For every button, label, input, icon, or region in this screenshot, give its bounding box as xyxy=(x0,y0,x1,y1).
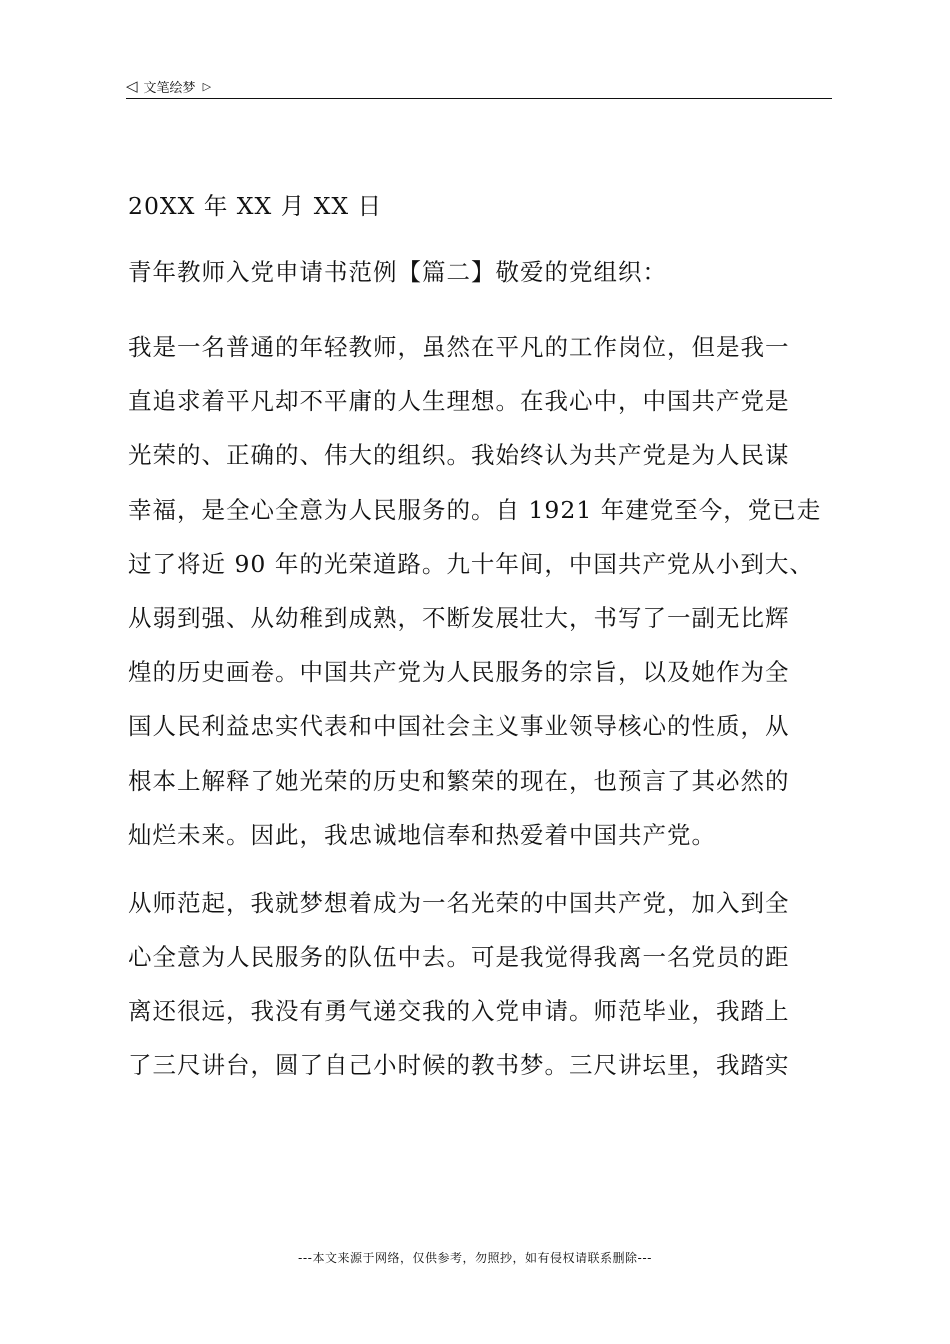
right-triangle-icon: ▷ xyxy=(202,79,212,93)
paragraph-1 xyxy=(128,320,828,862)
paragraph-line: 从师范起，我就梦想着成为一名光荣的中国共产党，加入到全 xyxy=(128,888,790,917)
paragraph-line: 心全意为人民服务的队伍中去。可是我觉得我离一名党员的距 xyxy=(128,943,790,972)
paragraph-line: 灿烂未来。因此，我忠诚地信奉和热爱着中国共产党。 xyxy=(128,820,716,849)
paragraph-line: 了三尺讲台，圆了自己小时候的教书梦。三尺讲坛里，我踏实 xyxy=(128,1051,790,1080)
footer-disclaimer: ---本文来源于网络，仅供参考，勿照抄，如有侵权请联系删除--- xyxy=(298,1251,652,1265)
document-body xyxy=(128,186,828,1107)
paragraph-line: 光荣的、正确的、伟大的组织。我始终认为共产党是为人民谋 xyxy=(128,441,790,470)
paragraph-line: 国人民利益忠实代表和中国社会主义事业领导核心的性质，从 xyxy=(128,712,790,741)
paragraph-line: 离还很远，我没有勇气递交我的入党申请。师范毕业，我踏上 xyxy=(128,997,790,1026)
paragraph-line: 我是一名普通的年轻教师，虽然在平凡的工作岗位，但是我一 xyxy=(128,333,790,361)
paragraph-line: 直追求着平凡却不平庸的人生理想。在我心中，中国共产党是 xyxy=(128,387,790,416)
paragraph-line: 煌的历史画卷。中国共产党为人民服务的宗旨，以及她作为全 xyxy=(128,658,790,687)
paragraph-line: 过了将近 90 年的光荣道路。九十年间，中国共产党从小到大、 xyxy=(128,549,814,578)
left-triangle-icon: ◁ xyxy=(126,76,138,95)
paragraph-line: 根本上解释了她光荣的历史和繁荣的现在，也预言了其必然的 xyxy=(128,766,790,795)
paragraph-2 xyxy=(128,876,828,1093)
date-line: 20XX 年 XX 月 XX 日 xyxy=(128,192,383,220)
header-title: 文笔绘梦 xyxy=(143,80,196,96)
paragraph-line: 从弱到强、从幼稚到成熟，不断发展壮大，书写了一副无比辉 xyxy=(128,603,790,632)
page-header xyxy=(126,74,832,99)
document-title: 青年教师入党申请书范例【篇二】敬爱的党组织： xyxy=(128,258,667,286)
paragraph-line: 幸福，是全心全意为人民服务的。自 1921 年建党至今，党已走 xyxy=(128,495,822,524)
